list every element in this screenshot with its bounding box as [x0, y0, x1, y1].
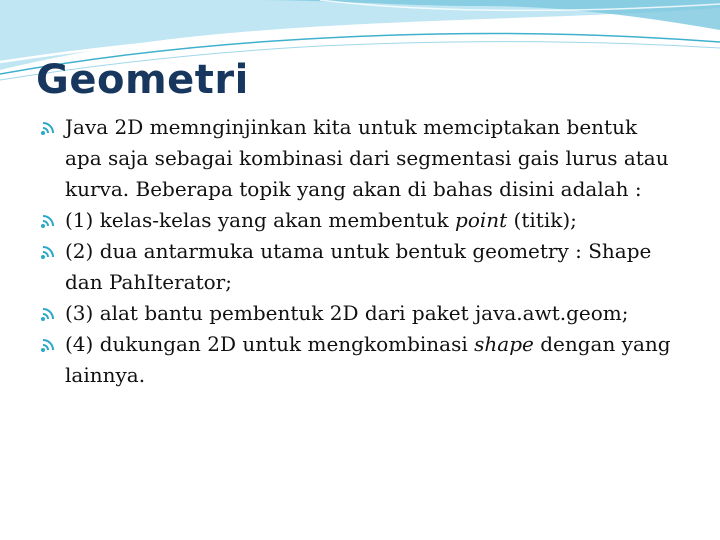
wifi-wave-icon: [40, 213, 59, 229]
bullet-item-3: [40, 298, 680, 329]
bullet-text: (4) dukungan 2D untuk mengkombinasi: [65, 332, 475, 356]
wifi-wave-icon: [40, 306, 59, 322]
bullet-item-2: [40, 236, 680, 298]
bullet-emphasis: shape: [474, 332, 534, 356]
bullet-text-tail: dengan yang lainnya.: [65, 332, 671, 387]
bullet-text: (2) dua antarmuka utama untuk bentuk geometry : Shape dan PahIterator;: [65, 239, 652, 294]
bullet-text: (1) kelas-kelas yang akan membentuk: [65, 208, 456, 232]
slide-title: Geometri: [36, 57, 249, 103]
bullet-text: (3) alat bantu pembentuk 2D dari paket java.awt.geom;: [65, 301, 629, 325]
bullet-item-intro: [40, 112, 680, 205]
bullet-list: [40, 112, 680, 391]
wifi-wave-icon: [40, 337, 59, 353]
bullet-text: Java 2D memnginjinkan kita untuk memciptakan bentuk apa saja sebagai kombinasi dari segmentasi gais lurus atau kurva. Beberapa topik yang akan di bahas disini adalah :: [65, 115, 669, 201]
bullet-text-tail: (titik);: [507, 208, 577, 232]
bullet-item-4: [40, 329, 680, 391]
bullet-item-1: [40, 205, 680, 236]
wifi-wave-icon: [40, 244, 59, 260]
bullet-emphasis: point: [455, 208, 508, 232]
wifi-wave-icon: [40, 120, 59, 136]
